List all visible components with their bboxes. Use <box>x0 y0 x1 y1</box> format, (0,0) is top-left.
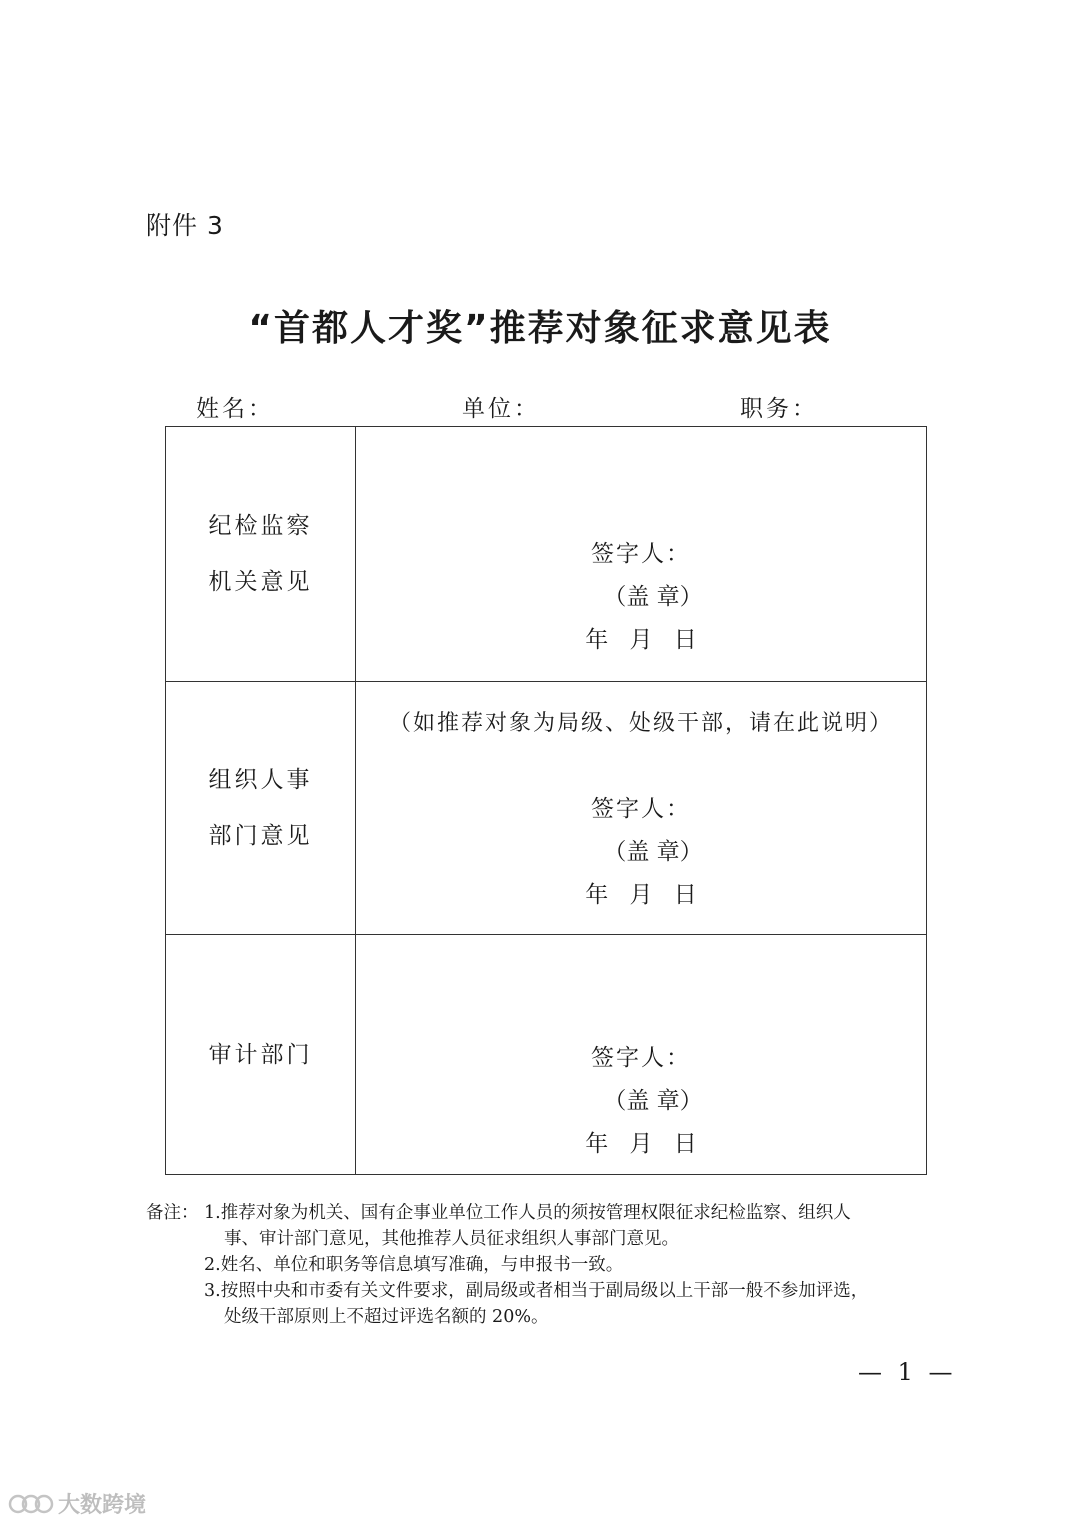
row-label-line: 机关意见 <box>208 569 313 595</box>
signature-block <box>356 788 926 917</box>
opinion-cell-personnel[interactable] <box>356 682 927 935</box>
row-label-line: 组织人事 <box>208 767 313 793</box>
row-label-discipline <box>166 427 356 682</box>
date-label: 年 月 日 <box>585 627 697 653</box>
remark-item-1-cont: 事、审计部门意见，其他推荐人员征求组织人事部门意见。 <box>224 1229 679 1249</box>
row-label-line: 纪检监察 <box>208 513 313 539</box>
name-label: 姓名： <box>196 396 274 422</box>
page-number: — 1 — <box>858 1358 957 1386</box>
watermark-logo-icon <box>8 1492 54 1516</box>
table-row-audit <box>166 935 927 1175</box>
position-label: 职务： <box>740 396 818 422</box>
row-label-personnel <box>166 682 356 935</box>
opinion-table <box>165 426 927 1175</box>
unit-label: 单位： <box>462 396 540 422</box>
date-label: 年 月 日 <box>585 882 697 908</box>
date-label: 年 月 日 <box>585 1131 697 1157</box>
opinion-cell-audit[interactable] <box>356 935 927 1175</box>
seal-label: （盖 章） <box>603 584 703 610</box>
row-label-line: 部门意见 <box>208 823 313 849</box>
remark-item-2: 2.姓名、单位和职务等信息填写准确，与申报书一致。 <box>204 1255 624 1275</box>
table-row-discipline <box>166 427 927 682</box>
watermark-text: 大数跨境 <box>58 1493 147 1518</box>
signature-block <box>356 533 926 662</box>
signer-label: 签字人： <box>591 796 691 822</box>
remark-item-3: 3.按照中央和市委有关文件要求，副局级或者相当于副局级以上干部一般不参加评选， <box>204 1281 869 1301</box>
seal-label: （盖 章） <box>603 1088 703 1114</box>
remark-item-3-cont: 处级干部原则上不超过评选名额的 20%。 <box>224 1307 549 1327</box>
remarks-section <box>146 1200 956 1330</box>
page-title: “首都人才奖”推荐对象征求意见表 <box>248 308 832 349</box>
signature-block <box>356 1037 926 1166</box>
watermark <box>8 1488 146 1519</box>
seal-label: （盖 章） <box>603 839 703 865</box>
attachment-label: 附件 3 <box>146 211 224 240</box>
opinion-cell-discipline[interactable] <box>356 427 927 682</box>
signer-label: 签字人： <box>591 541 691 567</box>
remarks-head: 备注： <box>146 1203 199 1223</box>
signer-label: 签字人： <box>591 1045 691 1071</box>
table-row-personnel <box>166 682 927 935</box>
cadre-level-note: （如推荐对象为局级、处级干部，请在此说明） <box>388 711 893 736</box>
row-label-line: 审计部门 <box>208 1041 313 1068</box>
remark-item-1: 1.推荐对象为机关、国有企事业单位工作人员的须按管理权限征求纪检监察、组织人 <box>204 1203 851 1223</box>
row-label-audit <box>166 935 356 1175</box>
